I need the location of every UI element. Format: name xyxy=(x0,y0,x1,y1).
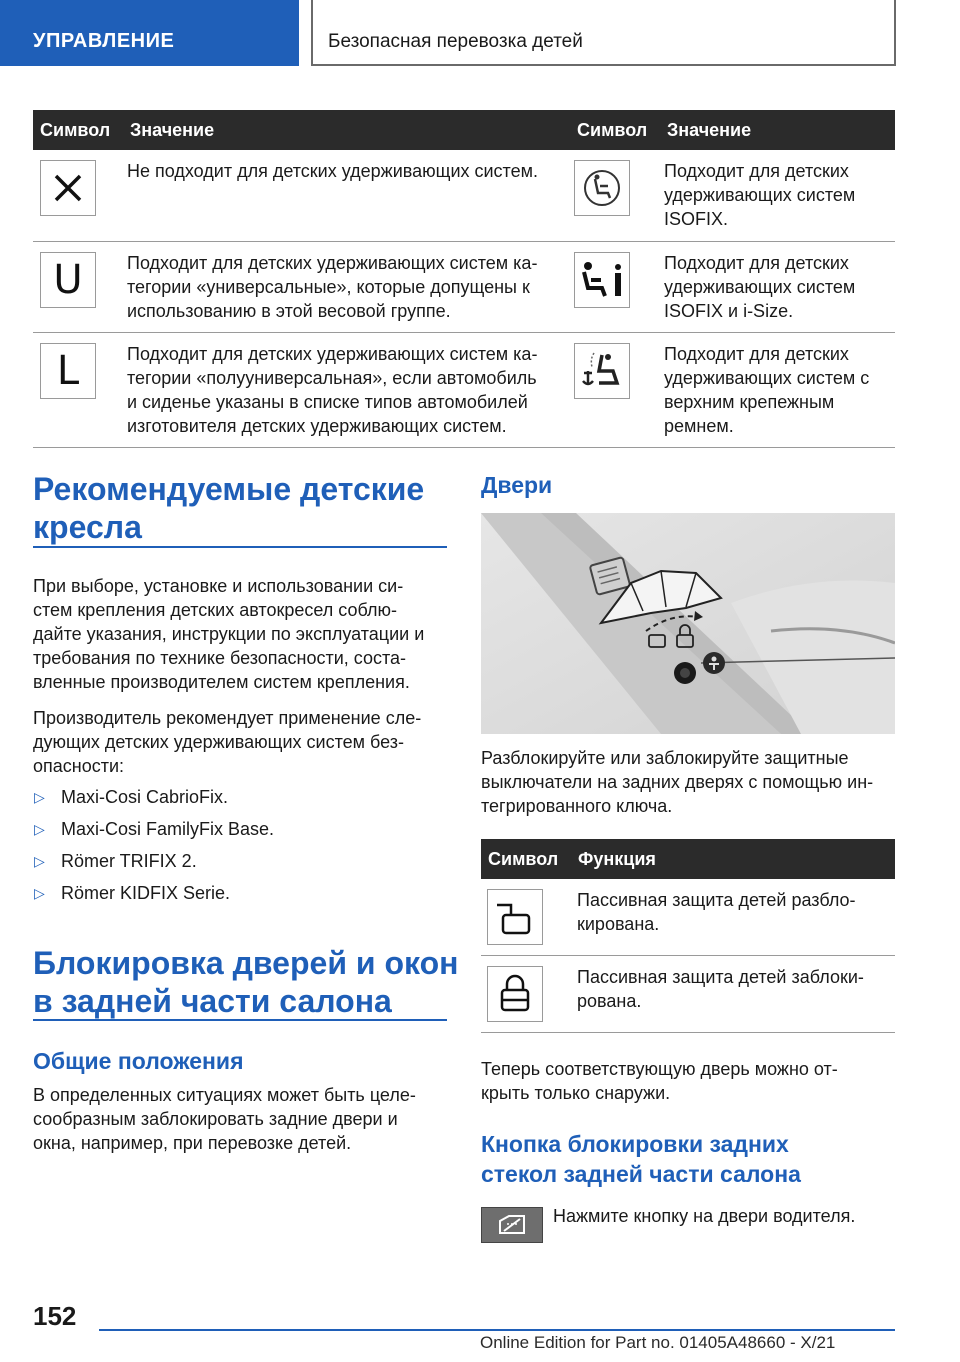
edition-note: Online Edition for Part no. 01405A48660 - X/21 xyxy=(480,1333,836,1352)
cross-icon xyxy=(40,160,96,216)
symbol-meaning: Подходит для детских удерживающих систем ка- xyxy=(127,343,538,364)
text-line: Производитель рекомендует применение сле- xyxy=(33,708,422,728)
heading-rule xyxy=(33,546,447,548)
door-open-paragraph xyxy=(481,1057,838,1105)
symbol-meaning: Не подходит для детских удерживающих систем. xyxy=(127,161,538,181)
heading-line: Кнопка блокировки задних xyxy=(481,1131,789,1157)
text-line: крыть только снаружи. xyxy=(481,1083,671,1103)
text-line: В определенных ситуациях может быть целе- xyxy=(33,1085,416,1105)
list-item-label: Maxi-Cosi FamilyFix Base. xyxy=(61,819,275,839)
doors-heading: Двери xyxy=(481,472,553,498)
list-item-label: Maxi-Cosi CabrioFix. xyxy=(61,787,229,807)
window-lock-text: Нажмите кнопку на двери водителя. xyxy=(553,1206,856,1226)
text-line: Разблокируйте или заблокируйте защитные xyxy=(481,748,849,768)
symbol-meaning: удерживающих систем с xyxy=(664,367,870,388)
text-line: дайте указания, инструкции по эксплуатации и xyxy=(33,624,425,644)
text-line: опасности: xyxy=(33,756,125,776)
symbol-meaning: Подходит для детских xyxy=(664,343,849,364)
heading-line: стекол задней части салона xyxy=(481,1161,801,1187)
text-line: дующих детских удерживающих систем без- xyxy=(33,732,404,752)
general-paragraph xyxy=(33,1083,416,1155)
section-title: УПРАВЛЕНИЕ xyxy=(33,30,175,52)
list-item xyxy=(33,881,274,913)
symbol-meaning: Подходит для детских xyxy=(664,252,849,273)
heading-line: Рекомендуемые детские xyxy=(33,471,425,507)
symbol-meaning: ремнем. xyxy=(664,415,734,436)
bullet-triangle-icon: ▷ xyxy=(34,821,45,837)
section-tab xyxy=(0,0,299,66)
text-line: При выборе, установке и использовании си- xyxy=(33,576,404,596)
text-line: сообразным заблокировать задние двери и xyxy=(33,1109,398,1129)
function-text: Пассивная защита детей заблоки- xyxy=(577,967,864,987)
recommended-seats-heading xyxy=(33,470,424,546)
bullet-triangle-icon: ▷ xyxy=(34,853,45,869)
isofix-isize-icon xyxy=(574,252,630,308)
symbols-table xyxy=(33,110,895,448)
table-row xyxy=(481,879,895,956)
text-line: стем крепления детских автокресел соблю- xyxy=(33,600,397,620)
column-header: Символ xyxy=(33,110,123,150)
symbol-meaning: и сиденье указаны в списке типов автомобилей xyxy=(127,391,528,412)
topic-header xyxy=(311,0,896,66)
unlocked-padlock-icon xyxy=(487,889,543,945)
heading-rule xyxy=(33,1019,447,1021)
window-lock-heading xyxy=(481,1129,801,1189)
symbol-meaning: удерживающих систем xyxy=(664,185,856,205)
symbol-meaning: ISOFIX. xyxy=(664,209,729,229)
list-item xyxy=(33,849,274,881)
list-item-label: Römer TRIFIX 2. xyxy=(61,851,197,871)
table-row xyxy=(481,956,895,1033)
function-text: рована. xyxy=(577,991,642,1011)
function-text: кирована. xyxy=(577,914,660,934)
text-line: требования по технике безопасности, соста- xyxy=(33,648,407,668)
symbol-meaning: тегории «универсальные», которые допущены к xyxy=(127,276,530,297)
column-header: Значение xyxy=(660,110,895,150)
symbol-meaning: удерживающих систем xyxy=(664,276,856,297)
letter-u-icon xyxy=(40,252,96,308)
doors-paragraph xyxy=(481,746,873,818)
function-text: Пассивная защита детей разбло- xyxy=(577,890,856,910)
column-header: Символ xyxy=(481,839,571,879)
symbol-meaning: верхним крепежным xyxy=(664,391,835,412)
symbol-meaning: Подходит для детских удерживающих систем ка- xyxy=(127,252,538,273)
column-header: Значение xyxy=(123,110,570,150)
child-lock-table xyxy=(481,839,895,1033)
symbol-meaning: использованию в этой весовой группе. xyxy=(127,300,451,321)
heading-line: в задней части салона xyxy=(33,983,392,1019)
page-number: 152 xyxy=(33,1301,77,1331)
manufacturer-paragraph xyxy=(33,706,421,778)
list-item xyxy=(33,785,274,817)
table-row xyxy=(33,150,895,241)
list-item xyxy=(33,817,274,849)
text-line: выключатели на задних дверях с помощью ин- xyxy=(481,772,874,792)
heading-line: кресла xyxy=(33,509,142,545)
general-subheading: Общие положения xyxy=(33,1048,244,1074)
bullet-triangle-icon: ▷ xyxy=(34,885,45,901)
symbol-meaning: тегории «полууниверсальная», если автомобиль xyxy=(127,367,537,388)
heading-line: Блокировка дверей и окон xyxy=(33,945,459,981)
letter-l-glyph: L xyxy=(56,347,80,394)
table-row xyxy=(33,241,895,332)
list-item-label: Römer KIDFIX Serie. xyxy=(61,883,231,903)
table-header-row xyxy=(33,110,895,150)
letter-u-glyph: U xyxy=(53,256,83,303)
isofix-seat-icon xyxy=(574,160,630,216)
table-header-row xyxy=(481,839,895,879)
letter-l-icon xyxy=(40,343,96,399)
window-lock-button-icon xyxy=(481,1207,543,1243)
text-line: окна, например, при перевозке детей. xyxy=(33,1133,352,1153)
door-lock-switch-photo xyxy=(481,513,895,734)
text-line: Теперь соответствующую дверь можно от- xyxy=(481,1059,838,1079)
seat-list xyxy=(33,785,274,913)
topic-title: Безопасная перевозка детей xyxy=(328,31,583,52)
text-line: тегрированного ключа. xyxy=(481,796,673,816)
recommended-paragraph xyxy=(33,574,424,694)
locked-padlock-icon xyxy=(487,966,543,1022)
bullet-triangle-icon: ▷ xyxy=(34,789,45,805)
locking-heading xyxy=(33,944,458,1020)
text-line: вленные производителем систем крепления. xyxy=(33,672,410,692)
column-header: Символ xyxy=(570,110,660,150)
symbol-meaning: изготовителя детских удерживающих систем. xyxy=(127,415,507,436)
symbol-meaning: ISOFIX и i-Size. xyxy=(664,300,794,321)
column-header: Функция xyxy=(571,839,895,879)
symbol-meaning: Подходит для детских xyxy=(664,161,849,181)
footer-rule xyxy=(99,1329,895,1331)
top-tether-icon xyxy=(574,343,630,399)
table-row xyxy=(33,332,895,447)
